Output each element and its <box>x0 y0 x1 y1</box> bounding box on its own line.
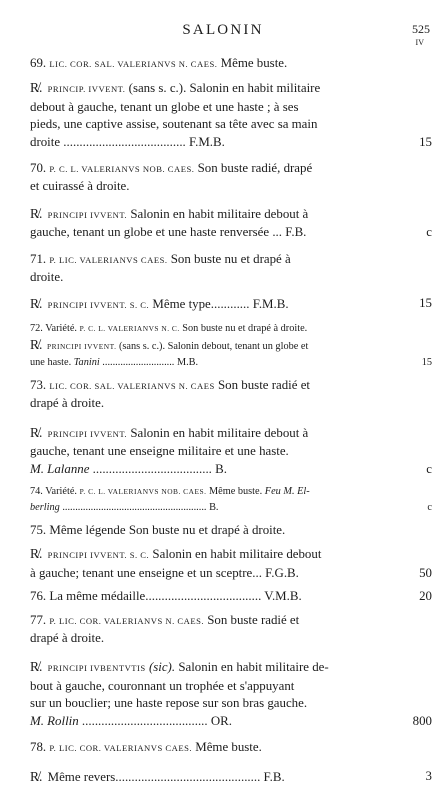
grade: F.B. <box>285 225 307 240</box>
entry-72-reverse: R̸. PRINCIPI IVVENT. (sans s. c.). Salonin debout, tenant un globe et une haste. Tanini ............................ M.B. 15 <box>30 337 432 371</box>
reverse-mark: R̸. <box>30 296 43 312</box>
reverse-mark: R̸. <box>30 205 43 221</box>
grade: F.M.B. <box>188 134 225 149</box>
reverse-mark: R̸. <box>30 769 43 785</box>
grade: B. <box>209 501 219 513</box>
price: c <box>426 225 432 240</box>
reverse-mark: R̸. <box>30 546 43 562</box>
collection: Tanini <box>73 356 100 368</box>
grade: F.M.B. <box>252 297 289 312</box>
page-number: 525 <box>412 22 430 36</box>
entry-70: 70. P. C. L. VALERIANVS NOB. CAES. Son buste radié, drapé et cuirassé à droite. <box>30 161 313 194</box>
page-header <box>0 22 446 47</box>
entry-73: 73. LIC. COR. SAL. VALERIANVS N. CAES Son buste radié et drapé à droite. <box>30 377 311 411</box>
reverse-mark: R̸. <box>30 336 43 352</box>
entry-71-reverse: R̸. PRINCIPI IVVENT. S. C. Même type............ F.M.B. 15 <box>30 296 432 312</box>
price: c <box>426 461 432 476</box>
entry-73-reverse: R̸. PRINCIPI IVVENT. Salonin en habit militaire debout à gauche, tenant une enseigne militaire et une haste. M. Lalanne ..................................... B. c <box>30 424 432 478</box>
price: 15 <box>421 356 432 368</box>
entry-69: 69. LIC. COR. SAL. VALERIANVS N. CAES. Même buste. <box>30 56 288 70</box>
collection: M. Rollin <box>30 713 79 728</box>
price: 50 <box>419 565 432 580</box>
grade: M.B. <box>176 356 199 368</box>
entry-76: 76. La même médaille.................................... V.M.B. 20 <box>30 588 432 605</box>
price: c <box>427 501 432 513</box>
grade: OR. <box>210 713 232 728</box>
collection: Feu M. El- <box>264 485 310 497</box>
grade: B. <box>215 461 227 476</box>
entry-74: 74. Variété. P. C. L. VALERIANVS NOB. CAES. Même buste. Feu M. El- berling ........................................................ B. c <box>30 484 432 516</box>
price: 15 <box>419 134 432 149</box>
catalogue-entries <box>30 55 432 787</box>
entry-71: 71. P. LIC. VALERIANVS CAES. Son buste nu et drapé à droite. <box>30 251 291 285</box>
entry-70-reverse: R̸. PRINCIPI IVVENT. Salonin en habit militaire debout à gauche, tenant un globe et une haste renversée ... F.B. c <box>30 205 432 242</box>
entry-69-reverse: R̸. PRINCIP. IVVENT. (sans s. c.). Salonin en habit militaire debout à gauche, tenant un globe et une haste ; à ses pieds, une captive assise, soutenant sa tête avec sa main droite ...................................... F.M.B. 15 <box>30 79 432 151</box>
price: 15 <box>419 296 432 311</box>
entry-78: 78. P. LIC. COR. VALERIANVS CAES. Même buste. <box>30 739 262 754</box>
price: 3 <box>425 769 432 784</box>
collection: M. Lalanne <box>30 461 90 476</box>
entry-75-reverse: R̸. PRINCIPI IVVENT. S. C. Salonin en habit militaire debout à gauche; tenant une enseigne et un sceptre... F.G.B. 50 <box>30 545 432 582</box>
grade: F.G.B. <box>265 565 299 580</box>
reverse-mark: R̸. <box>30 424 43 440</box>
price: 800 <box>412 713 432 728</box>
entry-78-reverse: R̸. Même revers............................................. F.B. 3 <box>30 769 432 785</box>
grade: F.B. <box>263 770 285 785</box>
signature-mark: IV <box>415 38 424 47</box>
entry-72: 72. Variété. P. C. L. VALERIANVS N. C. Son buste nu et drapé à droite. <box>30 322 308 334</box>
grade: V.M.B. <box>264 589 302 604</box>
price: 20 <box>419 589 432 604</box>
reverse-mark: R̸. <box>30 659 43 675</box>
entry-75: 75. Même légende Son buste nu et drapé à droite. <box>30 522 286 537</box>
entry-77: 77. P. LIC. COR. VALERIANVS N. CAES. Son buste radié et drapé à droite. <box>30 612 300 645</box>
entry-77-reverse: R̸. PRINCIPI IVBENTVTIS (sic). Salonin en habit militaire de- bout à gauche, couronnant un trophée et s'appuyant sur un bouclier; une haste repose sur son bras gauche. M. Rollin ....................................... OR. 800 <box>30 658 432 730</box>
collection: berling <box>30 501 60 513</box>
reverse-mark: R̸. <box>30 80 43 96</box>
running-title: SALONIN <box>182 22 264 38</box>
